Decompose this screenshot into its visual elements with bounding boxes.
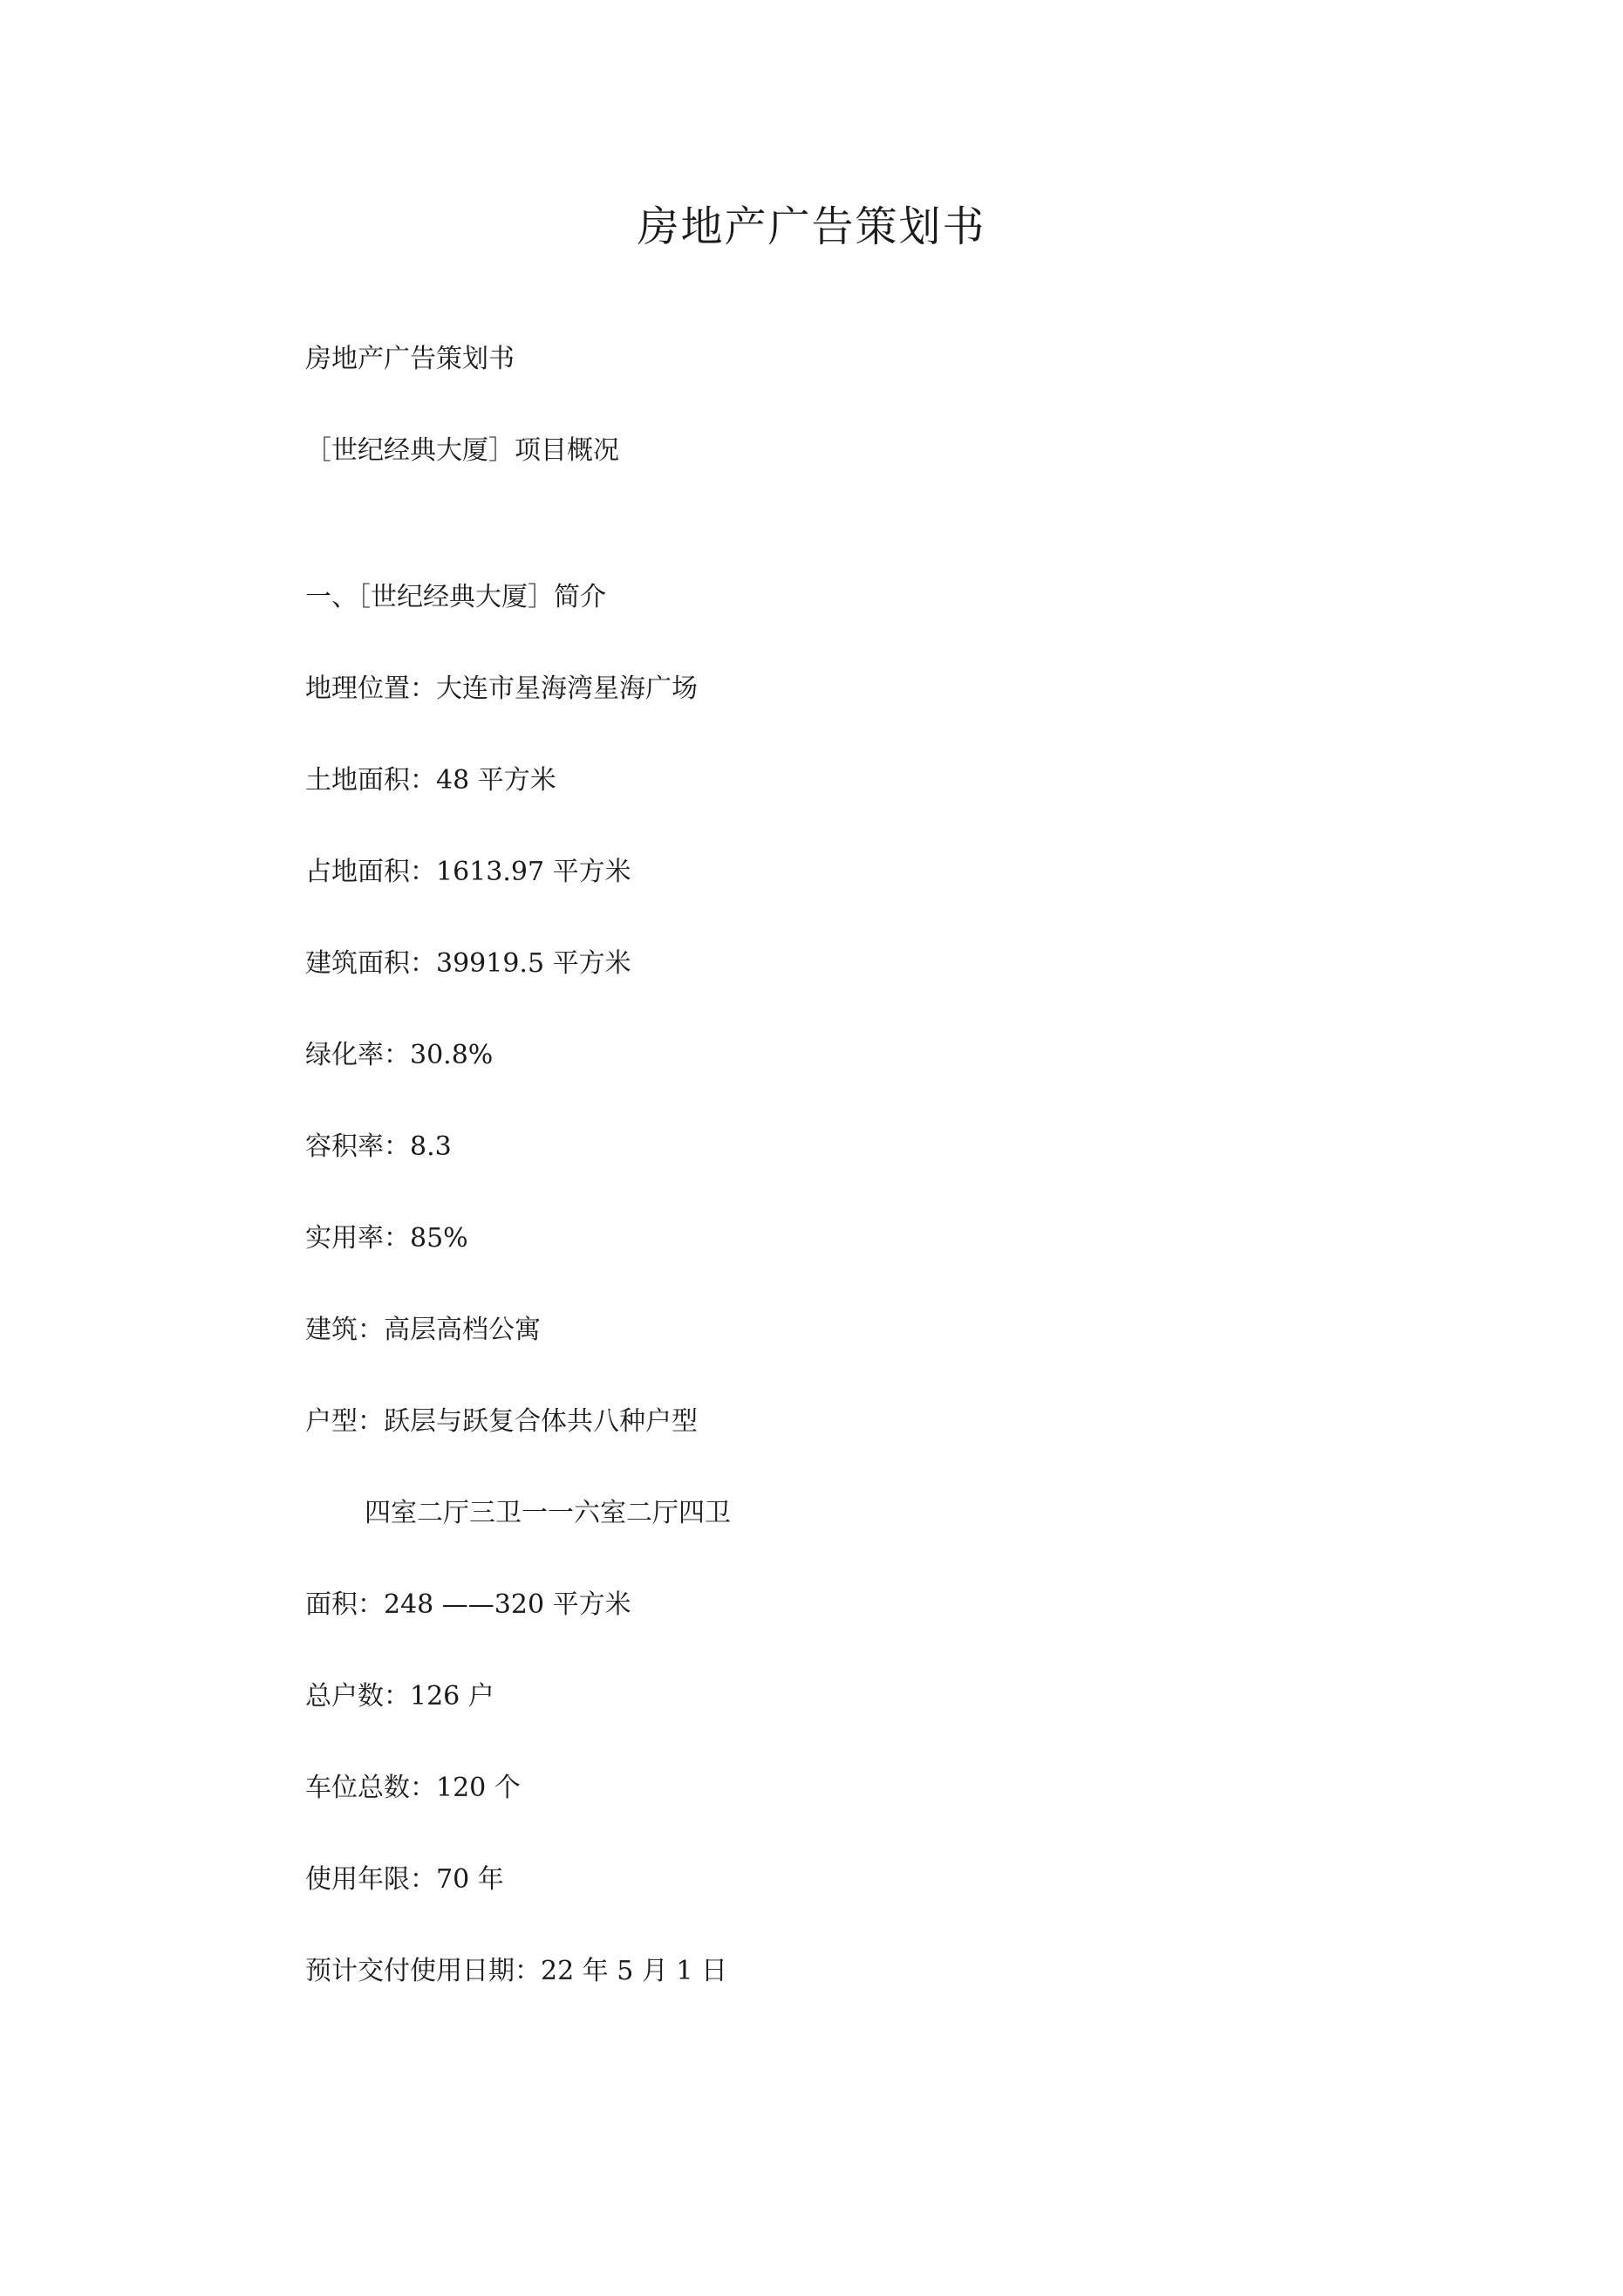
- usable-rate-line: 实用率：85%: [305, 1223, 468, 1254]
- unit-type-line: 户型：跃层与跃复合体共八种户型: [305, 1406, 698, 1437]
- plot-ratio-line: 容积率：8.3: [305, 1131, 452, 1162]
- building-type-line: 建筑：高层高档公寓: [305, 1315, 541, 1345]
- location-line: 地理位置：大连市星海湾星海广场: [305, 673, 698, 704]
- land-area-line: 土地面积：48 平方米: [305, 765, 556, 796]
- site-area-line: 占地面积：1613.97 平方米: [305, 857, 631, 887]
- household-count-line: 总户数：126 户: [305, 1681, 494, 1712]
- overview-heading: ［世纪经典大厦］项目概况: [305, 435, 619, 466]
- document-subtitle: 房地产广告策划书: [305, 344, 515, 374]
- unit-area-line: 面积：248 ——320 平方米: [305, 1589, 631, 1620]
- greening-rate-line: 绿化率：30.8%: [305, 1040, 494, 1070]
- building-area-line: 建筑面积：39919.5 平方米: [305, 948, 631, 979]
- document-title: 房地产广告策划书: [637, 202, 986, 251]
- usage-term-line: 使用年限：70 年: [305, 1864, 504, 1895]
- section-heading: 一、［世纪经典大厦］简介: [305, 582, 606, 612]
- delivery-date-line: 预计交付使用日期：22 年 5 月 1 日: [305, 1956, 728, 1986]
- parking-count-line: 车位总数：120 个: [305, 1773, 521, 1803]
- unit-layout-line: 四室二厅三卫一一六室二厅四卫: [365, 1498, 731, 1528]
